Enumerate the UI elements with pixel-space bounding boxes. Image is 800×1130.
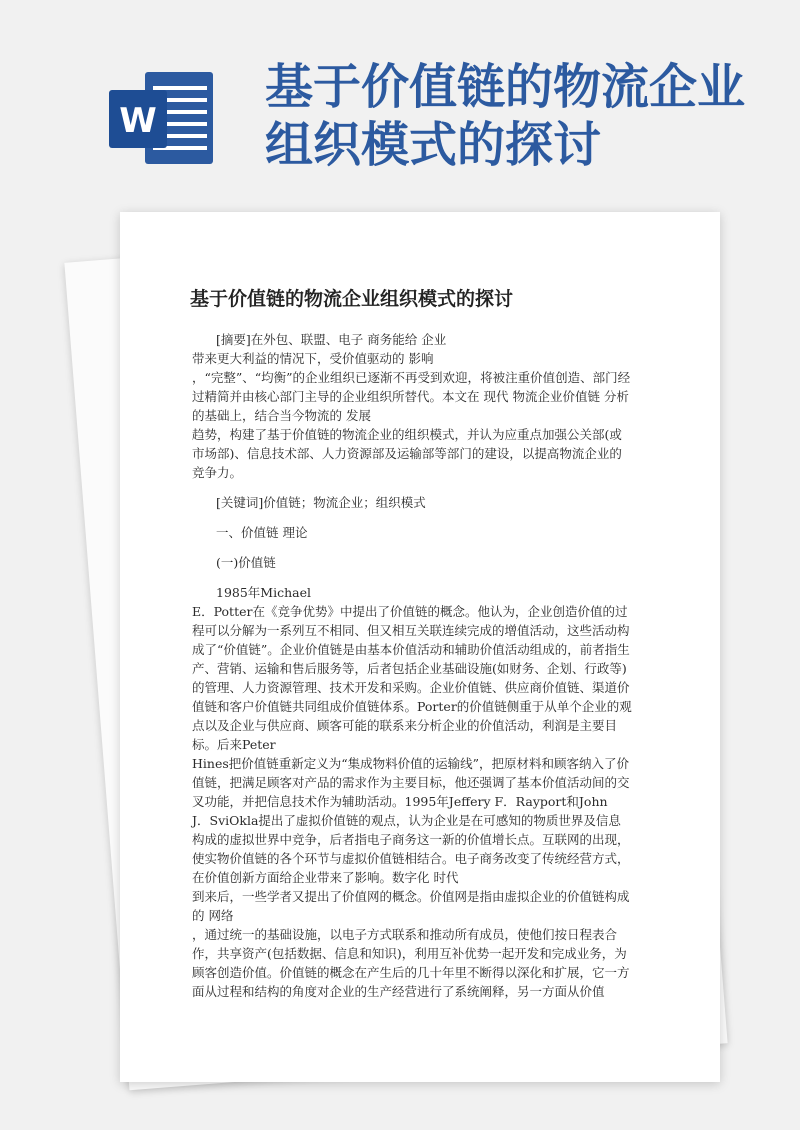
section-heading: 一、价值链 理论 (216, 525, 308, 540)
subsection-heading: (一)价值链 (216, 555, 276, 570)
abstract-line: [摘要]在外包、联盟、电子 商务能给 企业 (216, 332, 447, 347)
word-logo-letter: W (119, 101, 157, 141)
banner-title: 基于价值链的物流企业组织模式的探讨 (265, 59, 746, 173)
body-paragraph: Hines把价值链重新定义为“集成物料价值的运输线”，把原材料和顾客纳入了价值链，把满足顾客对产品的需求作为主要目标，他还强调了基本价值活动间的交叉功能，并把信息技术作为辅助活动。1995年Jeffery F．Rayport和John (192, 756, 630, 809)
word-document-icon (107, 68, 217, 168)
body-paragraph: J．SviOkla提出了虚拟价值链的观点，认为企业是在可感知的物质世界及信息构成的虚拟世界中竞争，后者指电子商务这一新的价值增长点。互联网的出现，使实物价值链的各个环节与虚拟价值链相结合。电子商务改变了传统经营方式，在价值创新方面给企业带来了影响。数字化 时代 (192, 813, 630, 885)
keywords-line: [关键词]价值链；物流企业；组织模式 (216, 495, 426, 510)
abstract-line: ，“完整”、“均衡”的企业组织已逐渐不再受到欢迎，将被注重价值创造、部门经过精简并由核心部门主导的企业组织所替代。本文在 现代 物流企业价值链 分析的基础上，结合当今物流的 发展 (192, 370, 631, 423)
body-paragraph: ，通过统一的基础设施，以电子方式联系和推动所有成员，使他们按日程表合作，共享资产(包括数据、信息和知识)，利用互补优势一起开发和完成业务，为顾客创造价值。价值链的概念在产生后的几十年里不断得以深化和扩展，它一方面从过程和结构的角度对企业的生产经营进行了系统阐释，另一方面从价值 (192, 927, 630, 999)
document-title: 基于价值链的物流企业组织模式的探讨 (190, 288, 514, 310)
abstract-line: 带来更大利益的情况下，受价值驱动的 影响 (192, 351, 434, 366)
body-paragraph: 1985年Michael (216, 585, 312, 600)
document-body (192, 330, 632, 1001)
body-paragraph: 到来后，一些学者又提出了价值网的概念。价值网是指由虚拟企业的价值链构成的 网络 (192, 889, 630, 923)
abstract-line: 趋势，构建了基于价值链的物流企业的组织模式，并认为应重点加强公关部(或市场部)、信息技术部、人力资源部及运输部等部门的建设，以提高物流企业的竞争力。 (192, 427, 622, 480)
body-paragraph: E．Potter在《竞争优势》中提出了价值链的概念。他认为，企业创造价值的过程可以分解为一系列互不相同、但又相互关联连续完成的增值活动，这些活动构成了“价值链”。企业价值链是由基本价值活动和辅助价值活动组成的，前者指生产、营销、运输和售后服务等，后者包括企业基础设施(如财务、企划、行政等)的管理、人力资源管理、技术开发和采购。企业价值链、供应商价值链、渠道价值链和客户价值链共同组成价值链体系。Porter的价值链侧重于从单个企业的观点以及企业与供应商、顾客可能的联系来分析企业的价值活动，利润是主要目标。后来Peter (192, 604, 632, 752)
document-page (120, 212, 720, 1082)
